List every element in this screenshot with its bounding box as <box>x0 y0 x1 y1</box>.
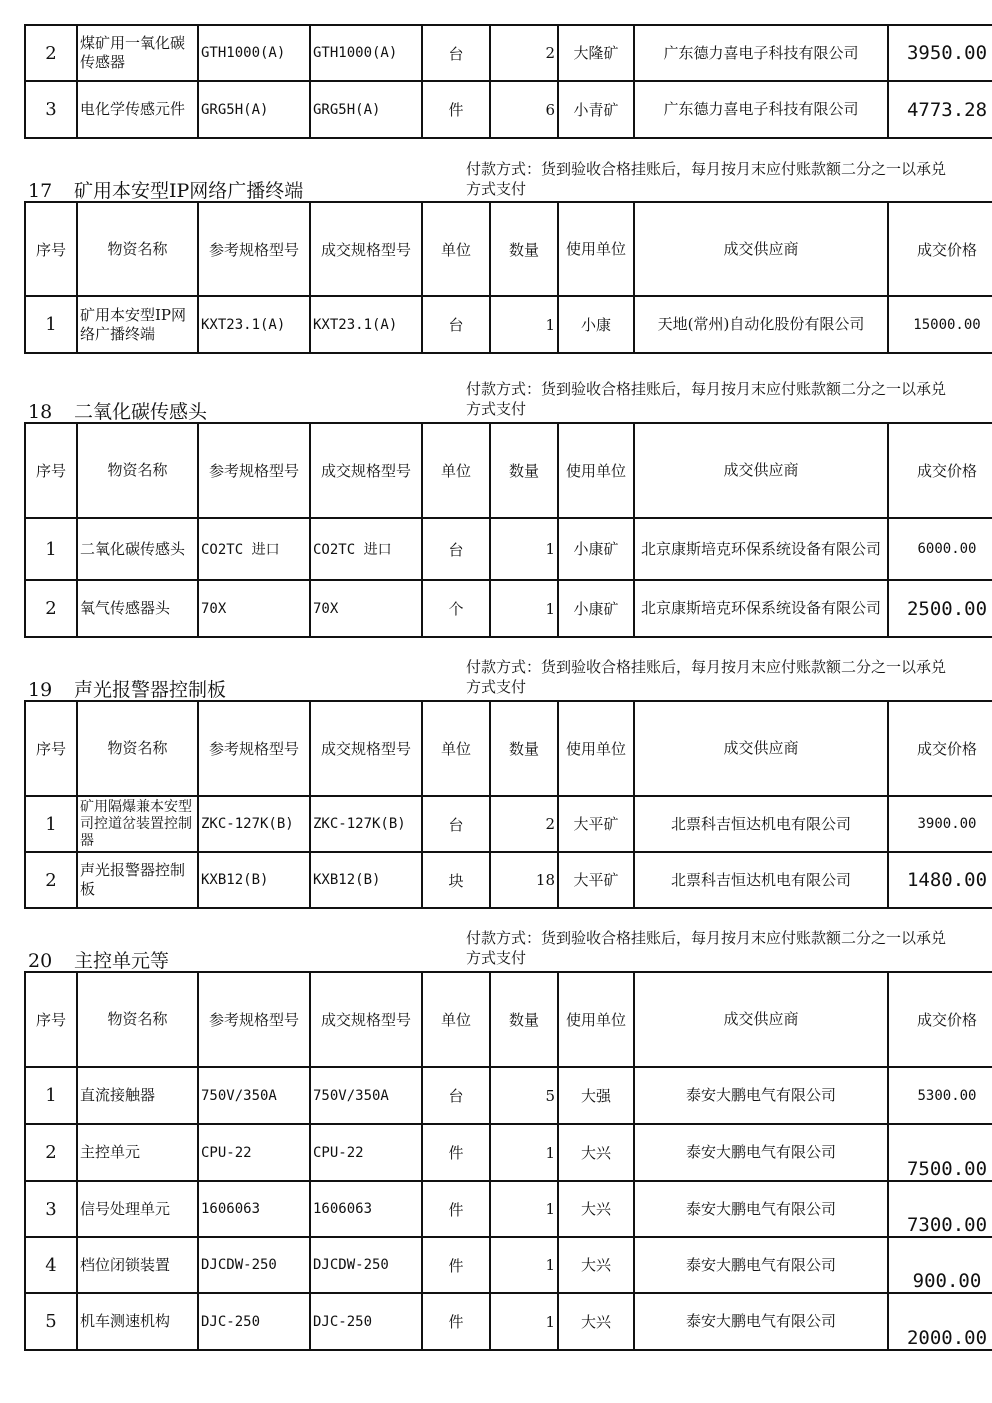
supplier: 泰安大鹏电气有限公司 <box>634 1181 888 1237</box>
section-name: 矿用本安型IP网络广播终端 <box>74 180 304 202</box>
header-price: 成交价格 <box>888 202 992 296</box>
header-price: 成交价格 <box>888 701 992 796</box>
header-no: 序号 <box>25 972 77 1067</box>
quantity: 1 <box>490 1237 558 1293</box>
section-table <box>24 201 992 354</box>
item-name: 机车测速机构 <box>77 1293 198 1350</box>
user-unit: 小康矿 <box>558 580 634 637</box>
table-row <box>25 518 992 580</box>
supplier: 广东德力喜电子科技有限公司 <box>634 81 888 138</box>
item-name: 直流接触器 <box>77 1067 198 1124</box>
item-name: 矿用本安型IP网络广播终端 <box>77 296 198 353</box>
deal-spec: GRG5H(A) <box>310 81 422 138</box>
row-number: 2 <box>25 25 77 81</box>
reference-spec: 70X <box>198 580 310 637</box>
row-number: 2 <box>25 852 77 908</box>
item-name: 二氧化碳传感头 <box>77 518 198 580</box>
unit: 台 <box>422 296 490 353</box>
header-supplier: 成交供应商 <box>634 972 888 1067</box>
quantity: 1 <box>490 518 558 580</box>
deal-spec: 70X <box>310 580 422 637</box>
deal-spec: DJCDW-250 <box>310 1237 422 1293</box>
user-unit: 大兴 <box>558 1237 634 1293</box>
table-row <box>25 1237 992 1293</box>
user-unit: 小康 <box>558 296 634 353</box>
item-name: 氧气传感器头 <box>77 580 198 637</box>
deal-spec: 750V/350A <box>310 1067 422 1124</box>
price: 7300.00 <box>888 1181 992 1237</box>
quantity: 1 <box>490 1181 558 1237</box>
supplier: 北票科吉恒达机电有限公司 <box>634 796 888 852</box>
quantity: 1 <box>490 296 558 353</box>
unit: 台 <box>422 796 490 852</box>
header-row <box>25 423 992 518</box>
header-unit: 单位 <box>422 972 490 1067</box>
section-table <box>24 700 992 909</box>
row-number: 3 <box>25 1181 77 1237</box>
item-name: 声光报警器控制板 <box>77 852 198 908</box>
reference-spec: CPU-22 <box>198 1124 310 1181</box>
quantity: 1 <box>490 1293 558 1350</box>
section-number: 17 <box>28 180 53 202</box>
section-name: 二氧化碳传感头 <box>74 401 208 423</box>
reference-spec: GTH1000(A) <box>198 25 310 81</box>
section-table <box>24 971 992 1351</box>
header-name: 物资名称 <box>77 972 198 1067</box>
row-number: 1 <box>25 296 77 353</box>
header-price: 成交价格 <box>888 972 992 1067</box>
price: 5300.00 <box>888 1067 992 1124</box>
quantity: 1 <box>490 580 558 637</box>
payment-terms: 付款方式：货到验收合格挂账后，每月按月末应付账款额二分之一以承兑方式支付 <box>466 160 947 198</box>
header-unit: 单位 <box>422 701 490 796</box>
reference-spec: 750V/350A <box>198 1067 310 1124</box>
header-user: 使用单位 <box>558 972 634 1067</box>
user-unit: 大兴 <box>558 1181 634 1237</box>
deal-spec: ZKC-127K(B) <box>310 796 422 852</box>
supplier: 泰安大鹏电气有限公司 <box>634 1067 888 1124</box>
supplier: 泰安大鹏电气有限公司 <box>634 1293 888 1350</box>
unit: 台 <box>422 1067 490 1124</box>
item-name: 煤矿用一氧化碳传感器 <box>77 25 198 81</box>
user-unit: 大强 <box>558 1067 634 1124</box>
reference-spec: DJC-250 <box>198 1293 310 1350</box>
section-number: 19 <box>28 679 53 701</box>
reference-spec: ZKC-127K(B) <box>198 796 310 852</box>
header-ref-spec: 参考规格型号 <box>198 972 310 1067</box>
price: 7500.00 <box>888 1124 992 1181</box>
header-row <box>25 972 992 1067</box>
header-row <box>25 202 992 296</box>
header-qty: 数量 <box>490 202 558 296</box>
item-name: 信号处理单元 <box>77 1181 198 1237</box>
table-row <box>25 1067 992 1124</box>
payment-terms: 付款方式：货到验收合格挂账后，每月按月末应付账款额二分之一以承兑方式支付 <box>466 380 947 418</box>
header-deal-spec: 成交规格型号 <box>310 202 422 296</box>
supplier: 广东德力喜电子科技有限公司 <box>634 25 888 81</box>
table-row <box>25 796 992 852</box>
header-no: 序号 <box>25 202 77 296</box>
reference-spec: CO2TC 进口 <box>198 518 310 580</box>
supplier: 天地(常州)自动化股份有限公司 <box>634 296 888 353</box>
price: 4773.28 <box>888 81 992 138</box>
unit: 件 <box>422 1237 490 1293</box>
section-title <box>28 675 226 702</box>
header-unit: 单位 <box>422 202 490 296</box>
header-supplier: 成交供应商 <box>634 423 888 518</box>
table-row <box>25 296 992 353</box>
quantity: 1 <box>490 1124 558 1181</box>
unit: 件 <box>422 81 490 138</box>
section-title <box>28 176 303 203</box>
quantity: 2 <box>490 796 558 852</box>
user-unit: 小青矿 <box>558 81 634 138</box>
deal-spec: CO2TC 进口 <box>310 518 422 580</box>
supplier: 北京康斯培克环保系统设备有限公司 <box>634 580 888 637</box>
deal-spec: DJC-250 <box>310 1293 422 1350</box>
user-unit: 大平矿 <box>558 796 634 852</box>
header-name: 物资名称 <box>77 202 198 296</box>
price: 6000.00 <box>888 518 992 580</box>
item-name: 主控单元 <box>77 1124 198 1181</box>
supplier: 泰安大鹏电气有限公司 <box>634 1124 888 1181</box>
header-ref-spec: 参考规格型号 <box>198 202 310 296</box>
section-number: 18 <box>28 401 53 423</box>
header-no: 序号 <box>25 701 77 796</box>
user-unit: 大兴 <box>558 1124 634 1181</box>
header-qty: 数量 <box>490 972 558 1067</box>
price: 3900.00 <box>888 796 992 852</box>
unit: 个 <box>422 580 490 637</box>
section-title <box>28 946 169 973</box>
reference-spec: DJCDW-250 <box>198 1237 310 1293</box>
supplier: 北京康斯培克环保系统设备有限公司 <box>634 518 888 580</box>
user-unit: 大兴 <box>558 1293 634 1350</box>
header-no: 序号 <box>25 423 77 518</box>
row-number: 5 <box>25 1293 77 1350</box>
item-name: 矿用隔爆兼本安型司控道岔装置控制器 <box>77 796 198 852</box>
reference-spec: GRG5H(A) <box>198 81 310 138</box>
table-row <box>25 25 992 81</box>
row-number: 2 <box>25 1124 77 1181</box>
table-row <box>25 580 992 637</box>
unit: 块 <box>422 852 490 908</box>
header-deal-spec: 成交规格型号 <box>310 701 422 796</box>
quantity: 5 <box>490 1067 558 1124</box>
row-number: 3 <box>25 81 77 138</box>
unit: 件 <box>422 1124 490 1181</box>
user-unit: 大平矿 <box>558 852 634 908</box>
header-user: 使用单位 <box>558 701 634 796</box>
header-user: 使用单位 <box>558 423 634 518</box>
item-name: 档位闭锁装置 <box>77 1237 198 1293</box>
quantity: 6 <box>490 81 558 138</box>
reference-spec: KXB12(B) <box>198 852 310 908</box>
row-number: 1 <box>25 1067 77 1124</box>
reference-spec: KXT23.1(A) <box>198 296 310 353</box>
table-row <box>25 81 992 138</box>
unit: 件 <box>422 1293 490 1350</box>
quantity: 18 <box>490 852 558 908</box>
header-deal-spec: 成交规格型号 <box>310 423 422 518</box>
table-row <box>25 1181 992 1237</box>
header-supplier: 成交供应商 <box>634 701 888 796</box>
user-unit: 小康矿 <box>558 518 634 580</box>
user-unit: 大隆矿 <box>558 25 634 81</box>
header-user: 使用单位 <box>558 202 634 296</box>
price: 15000.00 <box>888 296 992 353</box>
price: 2500.00 <box>888 580 992 637</box>
price: 900.00 <box>888 1237 992 1293</box>
header-price: 成交价格 <box>888 423 992 518</box>
price: 1480.00 <box>888 852 992 908</box>
table-row <box>25 1293 992 1350</box>
deal-spec: CPU-22 <box>310 1124 422 1181</box>
header-ref-spec: 参考规格型号 <box>198 423 310 518</box>
price: 3950.00 <box>888 25 992 81</box>
row-number: 2 <box>25 580 77 637</box>
table-row <box>25 1124 992 1181</box>
unit: 件 <box>422 1181 490 1237</box>
deal-spec: GTH1000(A) <box>310 25 422 81</box>
unit: 台 <box>422 518 490 580</box>
section-number: 20 <box>28 950 53 972</box>
row-number: 1 <box>25 518 77 580</box>
item-name: 电化学传感元件 <box>77 81 198 138</box>
section-table <box>24 422 992 638</box>
payment-terms: 付款方式：货到验收合格挂账后，每月按月末应付账款额二分之一以承兑方式支付 <box>466 658 947 696</box>
deal-spec: 1606063 <box>310 1181 422 1237</box>
price: 2000.00 <box>888 1293 992 1350</box>
header-name: 物资名称 <box>77 423 198 518</box>
header-unit: 单位 <box>422 423 490 518</box>
supplier: 泰安大鹏电气有限公司 <box>634 1237 888 1293</box>
header-row <box>25 701 992 796</box>
section-title <box>28 397 207 424</box>
supplier: 北票科吉恒达机电有限公司 <box>634 852 888 908</box>
deal-spec: KXT23.1(A) <box>310 296 422 353</box>
table-row <box>25 852 992 908</box>
unit: 台 <box>422 25 490 81</box>
reference-spec: 1606063 <box>198 1181 310 1237</box>
payment-terms: 付款方式：货到验收合格挂账后，每月按月末应付账款额二分之一以承兑方式支付 <box>466 929 947 967</box>
header-qty: 数量 <box>490 423 558 518</box>
deal-spec: KXB12(B) <box>310 852 422 908</box>
continuation-table <box>24 24 992 139</box>
header-ref-spec: 参考规格型号 <box>198 701 310 796</box>
header-deal-spec: 成交规格型号 <box>310 972 422 1067</box>
section-name: 声光报警器控制板 <box>74 679 227 701</box>
header-qty: 数量 <box>490 701 558 796</box>
header-supplier: 成交供应商 <box>634 202 888 296</box>
quantity: 2 <box>490 25 558 81</box>
header-name: 物资名称 <box>77 701 198 796</box>
row-number: 1 <box>25 796 77 852</box>
section-name: 主控单元等 <box>74 950 170 972</box>
row-number: 4 <box>25 1237 77 1293</box>
